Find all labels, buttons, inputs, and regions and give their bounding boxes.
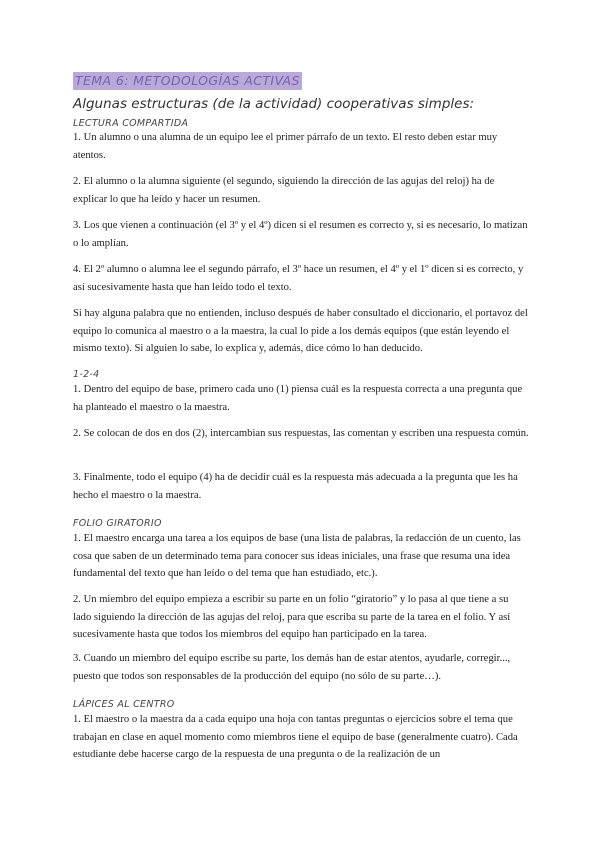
section-heading-lapices-al-centro: LÁPICES AL CENTRO	[73, 699, 175, 710]
paragraph: 1. El maestro encarga una tarea a los equipos de base (una lista de palabras, la redacción de un cuento, las cosa que saben de un determinado tema para conocer sus ideas iniciales, una frase que resuma una idea fundamental del texto que han leído o del tema que han estudiado, etc.).	[73, 533, 521, 579]
paragraph: Si hay alguna palabra que no entienden, incluso después de haber consultado el diccionario, el portavoz del equipo lo comunica al maestro o a la maestra, la cual lo pide a los demás equipos (que están leyendo el mismo texto). Si alguien lo sabe, lo explica y, además, dice cómo lo han deducido.	[73, 308, 528, 354]
paragraph: 2. Se colocan de dos en dos (2), intercambian sus respuestas, las comentan y escriben una respuesta común.	[73, 428, 529, 439]
paragraph: 3. Cuando un miembro del equipo escribe su parte, los demás han de estar atentos, ayudarle, corregir..., puesto que todos son responsables de la producción del equipo (no sólo de su parte…).	[73, 653, 511, 682]
paragraph: 4. El 2º alumno o alumna lee el segundo párrafo, el 3º hace un resumen, el 4º y el 1º dicen si es correcto, y así sucesivamente hasta que han leído todo el texto.	[73, 264, 524, 293]
paragraph: 3. Finalmente, todo el equipo (4) ha de decidir cuál es la respuesta más adecuada a la pregunta que les ha hecho el maestro o la maestra.	[73, 472, 518, 501]
paragraph: 3. Los que vienen a continuación (el 3º y el 4º) dicen si el resumen es correcto y, si es necesario, lo matizan o lo amplían.	[73, 220, 528, 249]
section-heading-folio-giratorio: FOLIO GIRATORIO	[73, 518, 162, 529]
page-subtitle: Algunas estructuras (de la actividad) cooperativas simples:	[73, 96, 475, 112]
paragraph: 1. El maestro o la maestra da a cada equipo una hoja con tantas preguntas o ejercicios sobre el tema que trabajan en clase en aquel momento como miembros tiene el equipo de base (generalmente cuatro). Cada estudiante debe hacerse cargo de la respuesta de una pregunta o de la realización de un	[73, 714, 518, 760]
section-heading-lectura-compartida: LECTURA COMPARTIDA	[73, 118, 189, 129]
paragraph: 2. El alumno o la alumna siguiente (el segundo, siguiendo la dirección de las agujas del reloj) ha de explicar lo que ha leído y hacer un resumen.	[73, 176, 495, 205]
page-title: TEMA 6: METODOLOGÍAS ACTIVAS	[75, 73, 300, 88]
paragraph: 2. Un miembro del equipo empieza a escribir su parte en un folio “giratorio” y lo pasa al que tiene a su lado siguiendo la dirección de las agujas del reloj, para que escriba su parte de la tarea en el folio. Y así sucesivamente hasta que todos los miembros del equipo han participado en la tarea.	[73, 594, 511, 640]
paragraph: 1. Dentro del equipo de base, primero cada uno (1) piensa cuál es la respuesta correcta a una pregunta que ha planteado el maestro o la maestra.	[73, 384, 523, 413]
paragraph: 1. Un alumno o una alumna de un equipo lee el primer párrafo de un texto. El resto deben estar muy atentos.	[73, 132, 498, 161]
section-heading-1-2-4: 1-2-4	[73, 369, 100, 380]
